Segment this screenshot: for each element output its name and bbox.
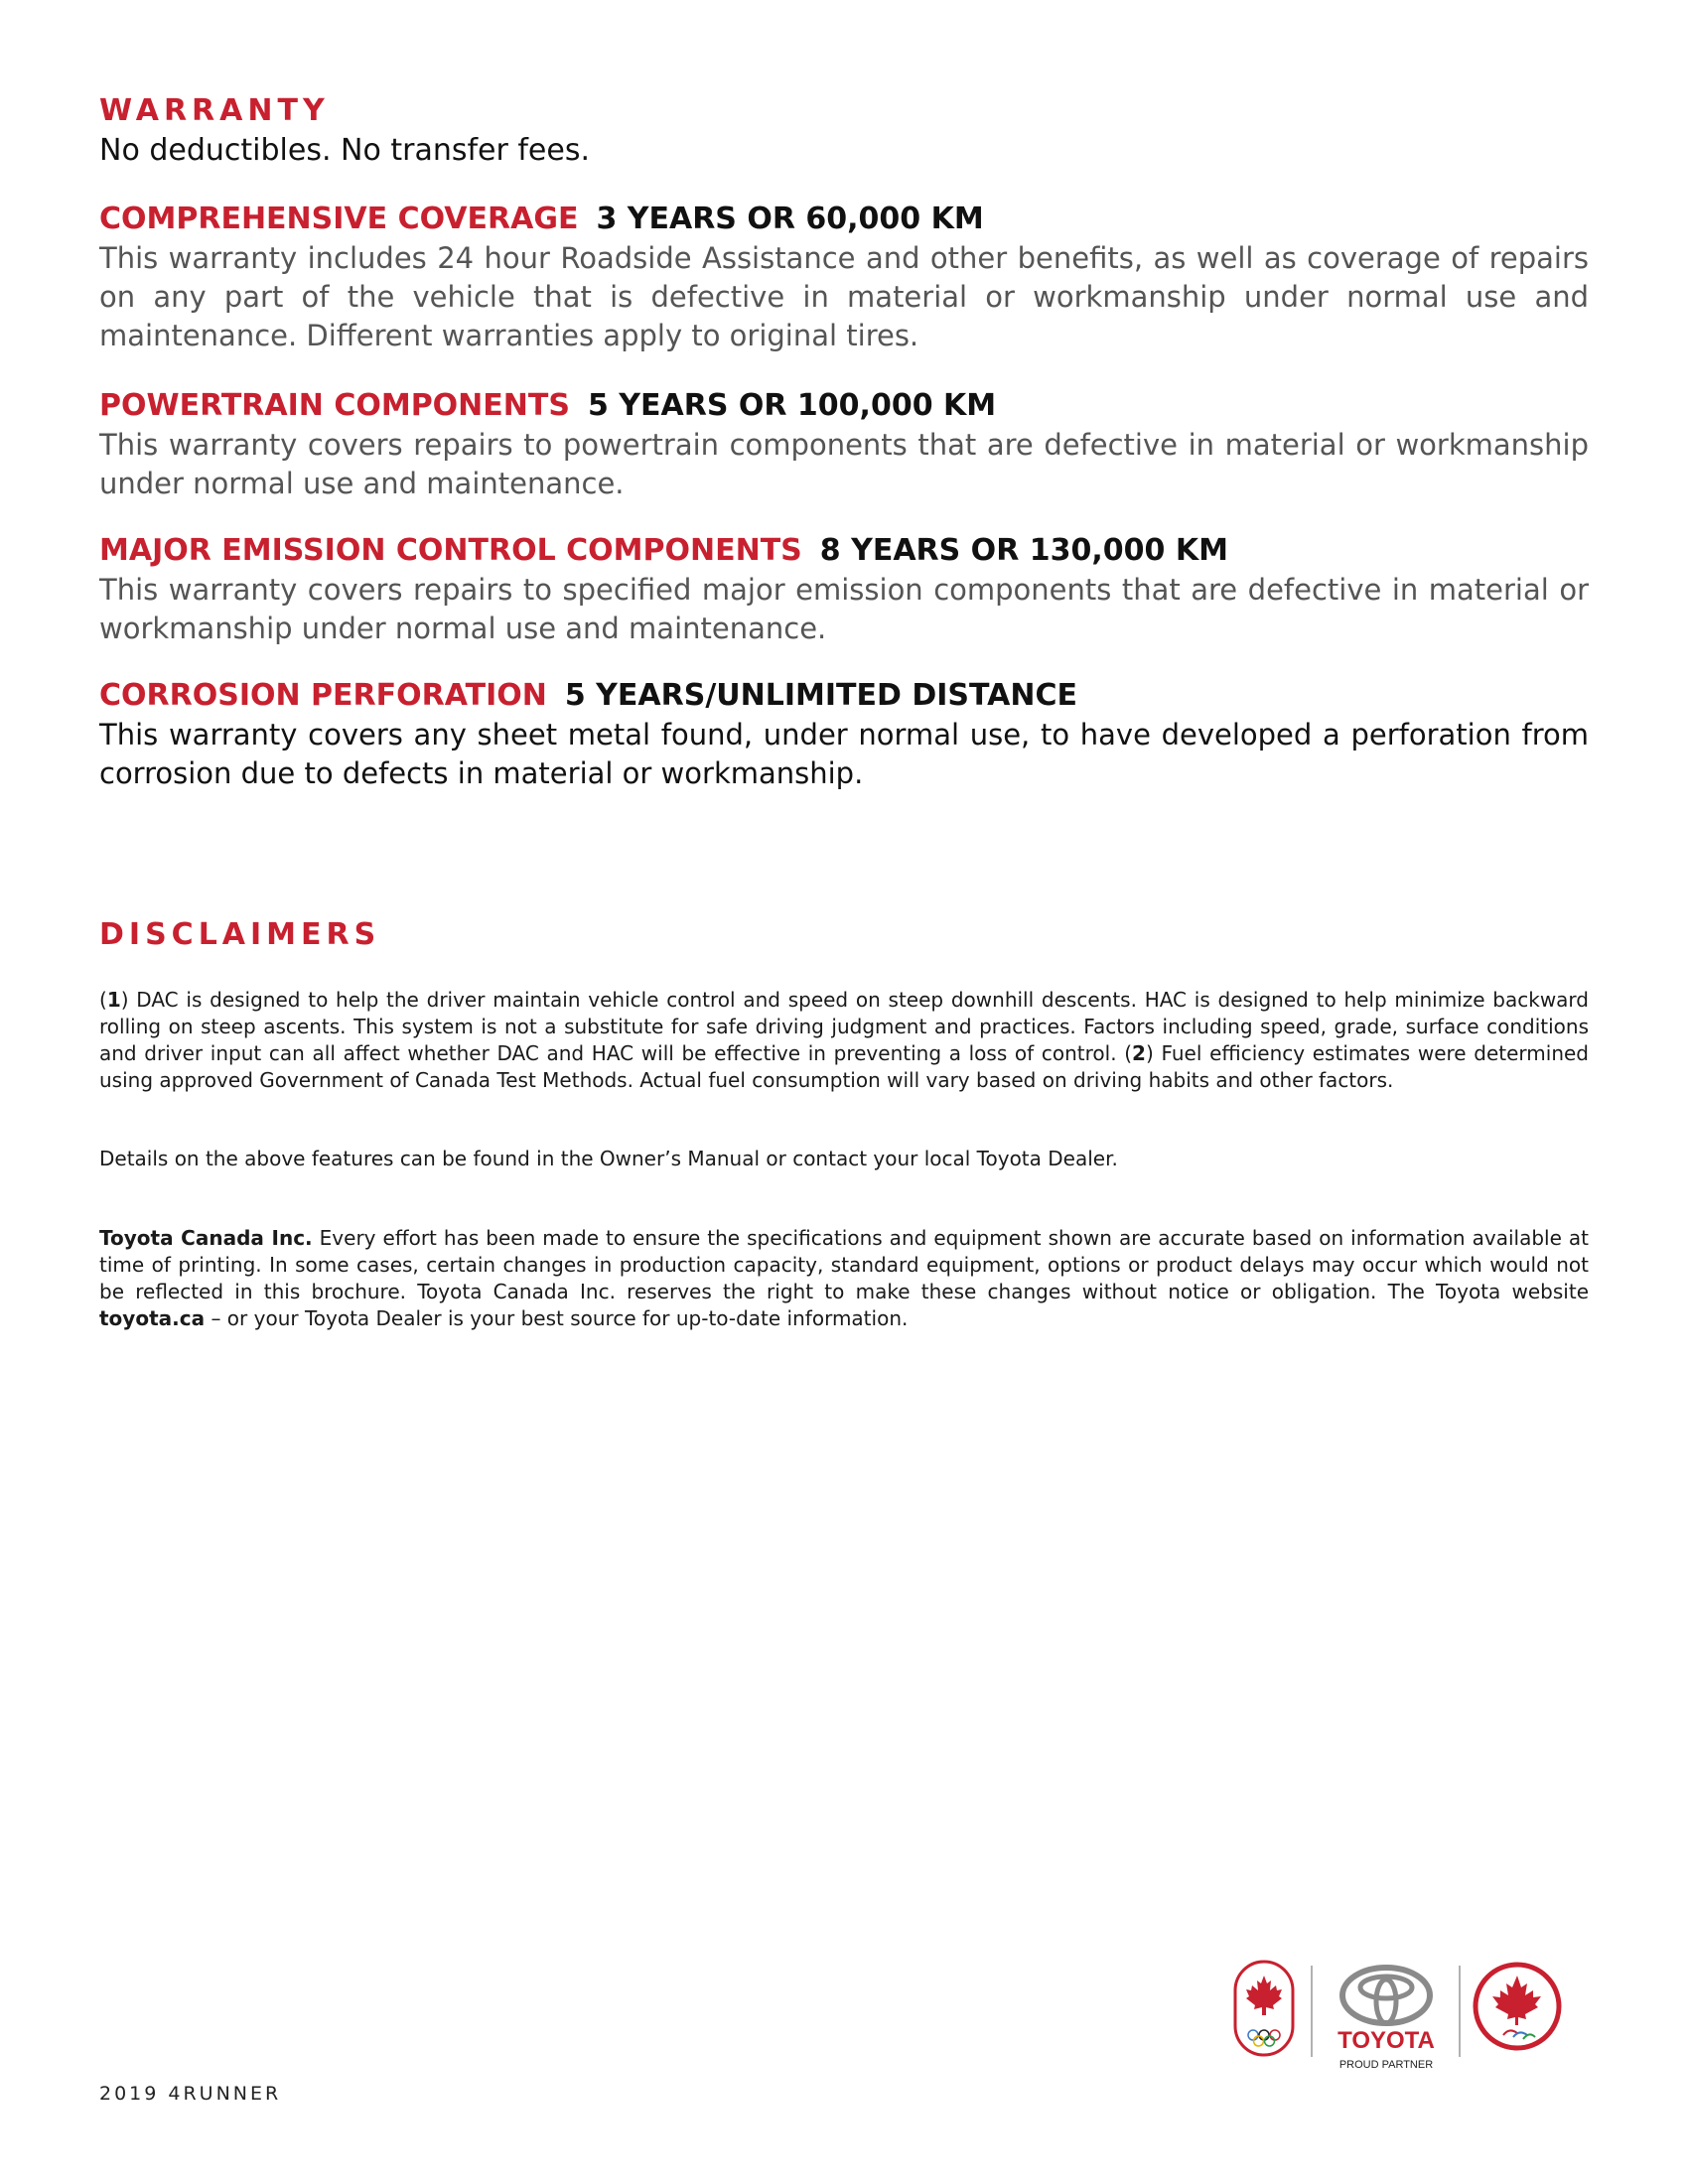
powertrain-coverage-block — [99, 387, 1589, 503]
coverage-title — [99, 201, 1589, 238]
partner-logos-graphic — [1229, 1958, 1587, 2087]
coverage-description: This warranty covers any sheet metal found, under normal use, to have developed a perforation from corrosion due to defects in material or workmanship. — [99, 718, 1589, 790]
details-note: Details on the above features can be found in the Owner’s Manual or contact your local Toyota Dealer. — [99, 1147, 1118, 1170]
coverage-description: This warranty covers repairs to specified major emission components that are defective in material or workmanship under normal use and maintenance. — [99, 573, 1589, 645]
coverage-term: 5 YEARS OR 100,000 KM — [587, 388, 997, 423]
footnote-marker-1: 1 — [106, 988, 121, 1012]
comprehensive-coverage-block — [99, 201, 1589, 355]
company-disclaimer-text: Every effort has been made to ensure the specifications and equipment shown are accurate based on information available at time of printing. In some cases, certain changes in production capacity, standard equipment, options or product delays may occur which would not be reflected in this brochure. Toyota Canada Inc. reserves the right to make these changes without notice or obligation. The Toyota website — [99, 1226, 1589, 1303]
website-link[interactable]: toyota.ca — [99, 1306, 206, 1330]
warranty-tagline: No deductibles. No transfer fees. — [99, 133, 591, 168]
coverage-description: This warranty covers repairs to powertrain components that are defective in material or workmanship under normal use and maintenance. — [99, 428, 1589, 500]
coverage-title — [99, 387, 1589, 425]
canada-olympic-icon — [1235, 1962, 1293, 2055]
coverage-name: MAJOR EMISSION CONTROL COMPONENTS — [99, 533, 802, 568]
emission-coverage-block — [99, 532, 1589, 648]
footnote-text-1: DAC is designed to help the driver maintain vehicle control and speed on steep downhill descents. HAC is designed to help minimize backward rolling on steep ascents. This system is not a substitute for safe driving judgment and practices. Factors including speed, grade, surface conditions and driver input can all affect whether DAC and HAC will be effective in preventing a loss of control. — [99, 988, 1589, 1065]
company-name: Toyota Canada Inc. — [99, 1226, 313, 1250]
company-disclaimer-end: – or your Toyota Dealer is your best source for up-to-date information. — [205, 1306, 909, 1330]
coverage-term: 5 YEARS/UNLIMITED DISTANCE — [564, 678, 1077, 713]
coverage-description: This warranty includes 24 hour Roadside Assistance and other benefits, as well as coverage of repairs on any part of the vehicle that is defective in material or workmanship under normal use and maintenance. Different warranties apply to original tires. — [99, 241, 1589, 352]
corrosion-coverage-block — [99, 677, 1589, 793]
company-disclaimer — [99, 1225, 1589, 1332]
coverage-title — [99, 677, 1589, 715]
coverage-name: POWERTRAIN COMPONENTS — [99, 388, 570, 423]
coverage-name: COMPREHENSIVE COVERAGE — [99, 202, 579, 236]
warranty-heading: WARRANTY — [99, 93, 330, 128]
proud-partner-text: PROUD PARTNER — [1338, 2059, 1434, 2071]
disclaimer-notes: (1) DAC is designed to help the driver maintain vehicle control and speed on steep downhill descents. HAC is designed to help minimize backward rolling on steep ascents. This system is not a substitute for safe driving judgment and practices. Factors including speed, grade, surface conditions and driver input can all affect whether DAC and HAC will be effective in preventing a loss of control. (2) Fuel efficiency estimates were determined using approved Government of Canada Test Methods. Actual fuel consumption will vary based on driving habits and other factors. — [99, 988, 1590, 1092]
canada-paralympic-icon — [1476, 1965, 1559, 2048]
coverage-title — [99, 532, 1589, 570]
partner-logos — [1229, 1958, 1587, 2087]
coverage-term: 3 YEARS OR 60,000 KM — [596, 202, 984, 236]
footnote-marker-2: 2 — [1132, 1041, 1146, 1065]
disclaimers-heading: DISCLAIMERS — [99, 917, 381, 952]
toyota-emblem-icon — [1337, 1968, 1435, 2071]
coverage-name: CORROSION PERFORATION — [99, 678, 547, 713]
footer-model-label: 2019 4RUNNER — [99, 2083, 282, 2105]
toyota-wordmark: TOYOTA — [1337, 2027, 1435, 2054]
coverage-term: 8 YEARS OR 130,000 KM — [819, 533, 1228, 568]
footnote-text-2: Fuel efficiency estimates were determined using approved Government of Canada Test Methods. Actual fuel consumption will vary based on driving habits and other factors. — [99, 1041, 1590, 1092]
